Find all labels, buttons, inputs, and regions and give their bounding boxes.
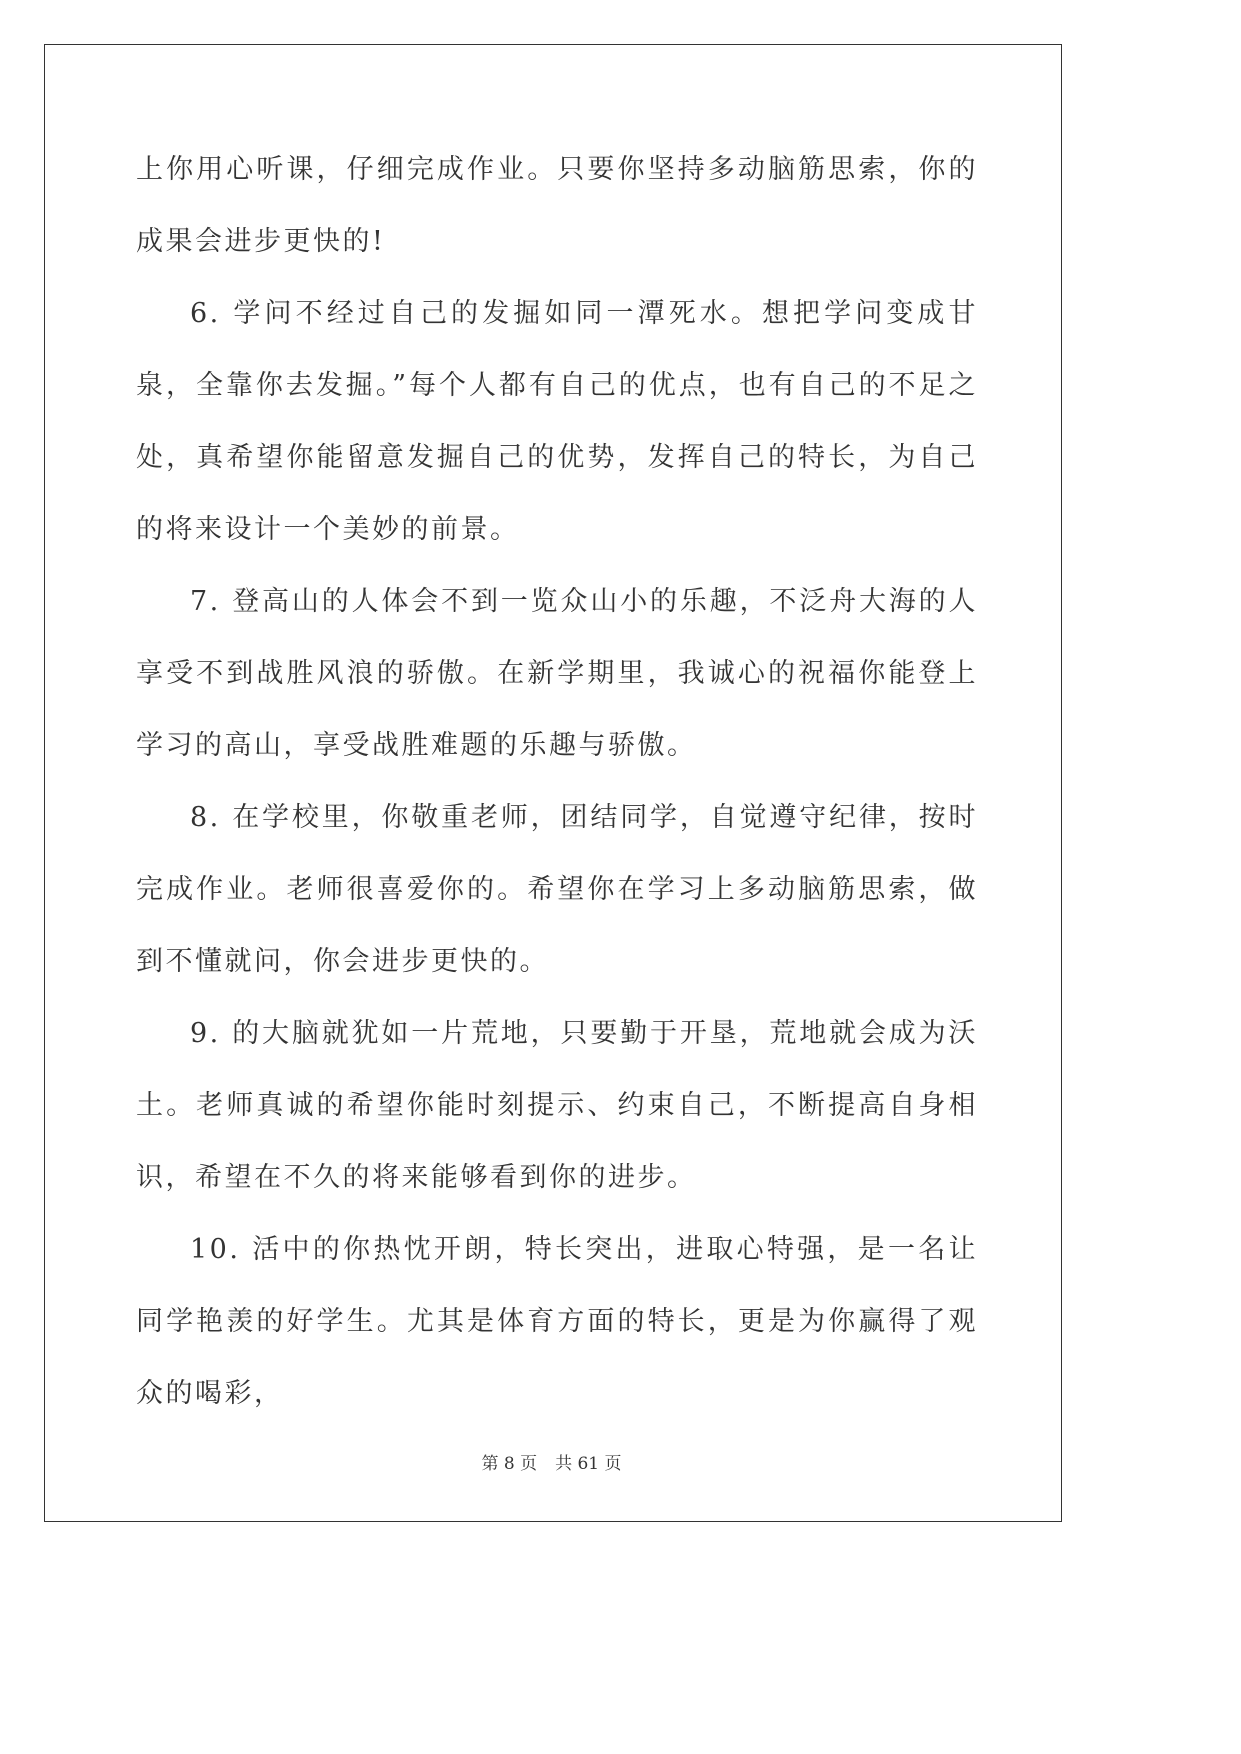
paragraph-item-7: 7. 登高山的人体会不到一览众山小的乐趣，不泛舟大海的人享受不到战胜风浪的骄傲。在新学期里，我诚心的祝福你能登上学习的高山，享受战胜难题的乐趣与骄傲。: [136, 586, 978, 761]
page-number: 第 8 页: [481, 1454, 538, 1474]
paragraph-item-9: 9. 的大脑就犹如一片荒地，只要勤于开垦，荒地就会成为沃土。老师真诚的希望你能时刻提示、约束自己，不断提高自身相识，希望在不久的将来能够看到你的进步。: [136, 1018, 978, 1193]
paragraph-item-8: 8. 在学校里，你敬重老师，团结同学，自觉遵守纪律，按时完成作业。老师很喜爱你的。希望你在学习上多动脑筋思索，做到不懂就问，你会进步更快的。: [136, 802, 978, 977]
page-footer: [0, 1449, 1103, 1474]
paragraph-item-6: 6. 学问不经过自己的发掘如同一潭死水。想把学问变成甘泉，全靠你去发掘。”每个人都有自己的优点，也有自己的不足之处，真希望你能留意发掘自己的优势，发挥自己的特长，为自己的将来设计一个美妙的前景。: [136, 298, 978, 545]
paragraph-item-10: 10. 活中的你热忱开朗，特长突出，进取心特强，是一名让同学艳羡的好学生。尤其是体育方面的特长，更是为你赢得了观众的喝彩，: [136, 1234, 978, 1409]
page-total: 共 61 页: [555, 1454, 622, 1474]
document-body: [136, 134, 978, 1430]
paragraph-continuation: 上你用心听课，仔细完成作业。只要你坚持多动脑筋思索，你的成果会进步更快的!: [136, 154, 978, 257]
